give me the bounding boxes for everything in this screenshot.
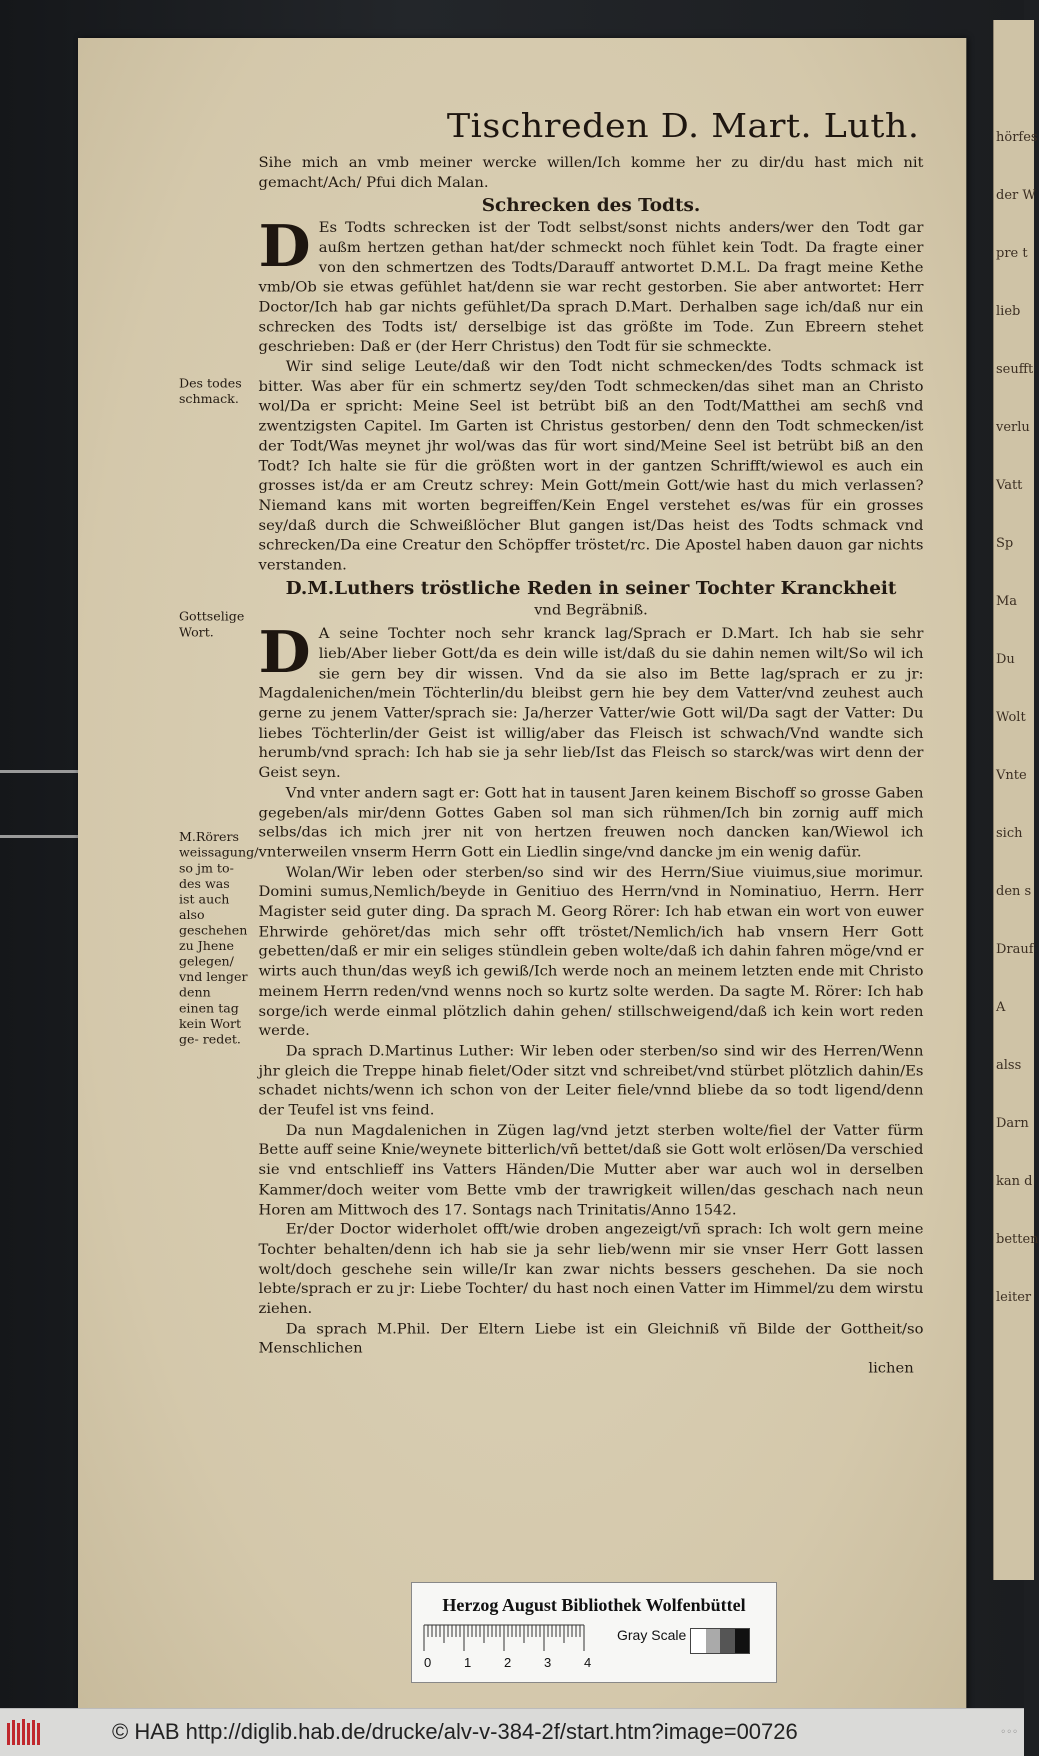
gray-scale-strip: [690, 1628, 750, 1654]
ruler-label-4: 4: [584, 1655, 592, 1670]
gray-scale-label: Gray Scale: [617, 1627, 687, 1643]
facing-page-edge: [993, 20, 1039, 1580]
ruler-label-3: 3: [544, 1655, 552, 1670]
facing-page-fragment: leiter: [996, 1290, 1032, 1305]
intro-line: Sihe mich an vmb meiner wercke willen/Ich komme her zu dir/du hast mich nit gemacht/Ach/ Pfui dich Malan.: [258, 154, 924, 191]
ruler-label-2: 2: [504, 1655, 512, 1670]
paragraph-2: Wir sind selige Leute/daß wir den Todt nicht schmecken/des Todts schmack ist bitter. Was aber für ein schmertz sey/den Todt schmecken/das sihet man an Christo wol/Da er spricht: Meine Seel ist betrübt biß an den Todt/Matthei am sechß vnd zwentzigsten Capitel. Im Garten ist Christus gestorben/ denn den Todt schmecken/ist der Todt/Was meynet jhr wol/was das für wort sind/Meine Seel ist betrübt biß an den Todt? Ich halte sie für die größten wort in der gantzen Schrifft/wiewol es auch ein grosses ist/da er am Creutz schrey: Mein Gott/mein Gott/wie hast du mich verlassen? Niemand kans mit worten begreiffen/Kein Engel verstehet es/was für ein grosses sey/daß durch die Schweißlöcher Blut gangen ist/Das heist des Todts schmack vnd schrecken/Da eine Creatur den Schöpffer tröstet/rc. Die Apostel haben dauon gar nichts verstanden.: [258, 358, 924, 574]
section-heading-1: Schrecken des Todts.: [481, 195, 701, 216]
margin-note-1: Des todes schmack.: [178, 377, 242, 407]
library-label: [411, 1582, 777, 1683]
facing-page-fragment: A: [996, 1000, 1006, 1015]
footer-bar: [0, 1708, 1024, 1756]
facing-page-fragment: Ma: [996, 594, 1018, 609]
ruler-label-0: 0: [424, 1655, 432, 1670]
paragraph-6: Da sprach D.Martinus Luther: Wir leben oder sterben/so sind wir des Herren/Wenn jhr gleich die Treppe hinab fielet/Oder sitzt vnd schreibet/vnd stürbet plötzlich dahin/Es schadet nichts/wenn ich schon von der Leiter fiele/vnnd bliebe da so todt ligend/denn der Teufel ist vns feind.: [258, 1042, 924, 1119]
facing-page-fragment: der W: [996, 188, 1036, 203]
paragraph-3: D A seine Tochter noch sehr kranck lag/Sprach er D.Mart. Ich hab sie sehr lieb/Aber lieber Gott/da es dein wille ist/daß du sie dahin nemen wilt/So wil ich sie gern bey dir wissen. Vnd da sie also im Bette lag/sprach er zu jr: Magdalenichen/mein Töchterlin/du bleibst gern hie bey dem Vatter/vnd zeuhest auch gerne zu jenem Vatter/sprach sie: Ja/herzer Vatter/wie Gott wil/Da sagt der Vatter: Du liebes Töchterlin/der Geist ist willig/aber das Fleisch ist schwach/Vnd wandte sich herumb/vnd sprach: Ich hab sie ja sehr lieb/Ist das Fleisch so starck/was wirt denn der Geist seyn.: [258, 619, 924, 781]
section-heading-2: D.M.Luthers tröstliche Reden in seiner Tochter Kranckheit: [285, 578, 897, 599]
ruler-scale: [424, 1623, 604, 1673]
footer-link[interactable]: © HAB http://diglib.hab.de/drucke/alv-v-384-2f/start.htm?image=00726: [112, 1719, 798, 1744]
book-page: [78, 38, 966, 1741]
facing-page-fragment: hörfes: [996, 130, 1038, 145]
facing-page-fragment: sich: [996, 826, 1023, 841]
facing-page-fragment: Drauf: [996, 942, 1034, 957]
paragraph-5: Wolan/Wir leben oder sterben/so sind wir des Herrn/Siue viuimus,siue morimur. Domini sumus,Nemlich/beyde in Genitiuo des Herrn/vnd in Nominatiuo, Herrn. Herr Magister seid guter ding. Da sprach M. Georg Rörer: Ich hab etwan ein wort von euwer Ehrwirde gehöret/das mich sehr offt tröstet/Nemlich/ich hab vnsern Herr Gott gebetten/daß er mir ein seliges stündlein geben wolte/daß ich dahin fahren möge/vnd er wirts auch thun/das weyß ich gewiß/Ich werde noch an meinem letzten ende mit Christo meinem Herrn reden/vnd wenns noch so kurtz solte werden. Da sagte M. Rörer: Ich hab sorge/ich werde einmal plötzlich dahin gehen/ stillschweigend/daß ich kein wort reden werde.: [258, 863, 924, 1040]
facing-page-fragment: den s: [996, 884, 1032, 899]
facing-page-fragment: Du: [996, 652, 1015, 667]
paragraph-7: Da nun Magdalenichen in Zügen lag/vnd jetzt sterben wolte/fiel der Vatter fürm Bette auff seine Knie/weynete bitterlich/vñ bettet/daß sie Gott wolt erlösen/Da verschied sie vnd entschlieff ins Vatters Händen/Die Mutter aber war auch wol in derselben Kammer/doch weiter vom Bette vmb der trawrigkeit willen/das geschach nach neun Horen am Mittwoch des 17. Sontags nach Trinitatis/Anno 1542.: [258, 1121, 924, 1218]
facing-page-fragment: betten: [996, 1232, 1039, 1247]
margin-note-2: Gottselige Wort.: [178, 610, 245, 640]
facing-page-fragment: Sp: [996, 536, 1014, 551]
dropcap-d-1: D: [258, 212, 311, 280]
paragraph-4: Vnd vnter andern sagt er: Gott hat in tausent Jaren keinem Bischoff so grosse Gaben gegeben/als mir/denn Gottes Gaben sol man sich rühmen/Ich bin zornig auff mich selbs/das ich mich jrer nit von hertzen freuwen noch dancken kan/Wiewol ich vnterweilen vnserm Herrn Gott ein Liedlin singe/vnd dancke jm ein wenig dafür.: [258, 784, 924, 861]
catchword: lichen: [868, 1360, 914, 1377]
facing-page-fragment: verlu: [996, 420, 1030, 435]
facing-page-fragment: Darn: [996, 1116, 1029, 1131]
facing-page-fragment: pre t: [996, 246, 1028, 261]
paragraph-1: D Es Todts schrecken ist der Todt selbst/sonst nichts anders/wer den Todt gar außm hertzen gethan hat/der schmeckt noch fühlet kein Todt. Da fragte einer von den schmertzen des Todts/Darauff antwortet D.M.L. Da fragt meine Kethe vmb/Ob sie etwas gefühlet hat/denn sie war recht gestorben. Sie aber antwortet: Herr Doctor/Ich hab gar nichts gefühlet/Da sprach D.Mart. Derhalben sage ich/daß nur ein schrecken des Todts ist/ derselbige ist das größte im Tode. Zun Ebreern stehet geschrieben: Daß er (der Herr Christus) den Todt für sie schmeckte.: [258, 212, 924, 355]
dropcap-d-2: D: [258, 619, 311, 686]
ruler-label-1: 1: [464, 1655, 472, 1670]
facing-page-fragment: kan d: [996, 1174, 1033, 1189]
margin-note-3: M.Rörers weissagung/ so jm to- des was ist auch also geschehen zu Jhene gelegen/ vnd lenger denn einen tag kein Wort ge- redet.: [178, 831, 259, 1048]
running-head: Tischreden D. Mart. Luth.: [446, 107, 920, 146]
facing-page-fragment: Wolt: [996, 710, 1026, 725]
facing-page-fragment: lieb: [996, 304, 1021, 319]
facing-page-fragment: seufft: [996, 362, 1034, 377]
facing-page-fragment: alss: [996, 1058, 1022, 1073]
library-title: Herzog August Bibliothek Wolfenbüttel: [442, 1595, 746, 1615]
footer-mark: ◦◦◦: [1000, 1727, 1018, 1738]
section-subheading-2: vnd Begräbniß.: [534, 601, 648, 619]
facing-page-fragment: Vnte: [996, 768, 1027, 783]
text-column: [259, 153, 924, 1379]
facing-page-fragment: Vatt: [996, 478, 1023, 493]
paragraph-8: Er/der Doctor widerholet offt/wie droben angezeigt/vñ sprach: Ich wolt gern meine Tochter behalten/denn ich hab sie ja sehr lieb/wenn mir sie vnser Herr Gott lassen wolt/doch geschehe sein wille/Ir kan zwar nichts bessers geschehen. Da sie noch lebte/sprach er zu jr: Liebe Tochter/ du hast noch einen Vatter im Himmel/zu dem wirstu ziehen.: [258, 1221, 924, 1317]
paragraph-9: Da sprach M.Phil. Der Eltern Liebe ist ein Gleichniß vñ Bilde der Gottheit/so Menschlichen: [258, 1320, 924, 1357]
hab-logo-icon: [6, 1717, 44, 1749]
